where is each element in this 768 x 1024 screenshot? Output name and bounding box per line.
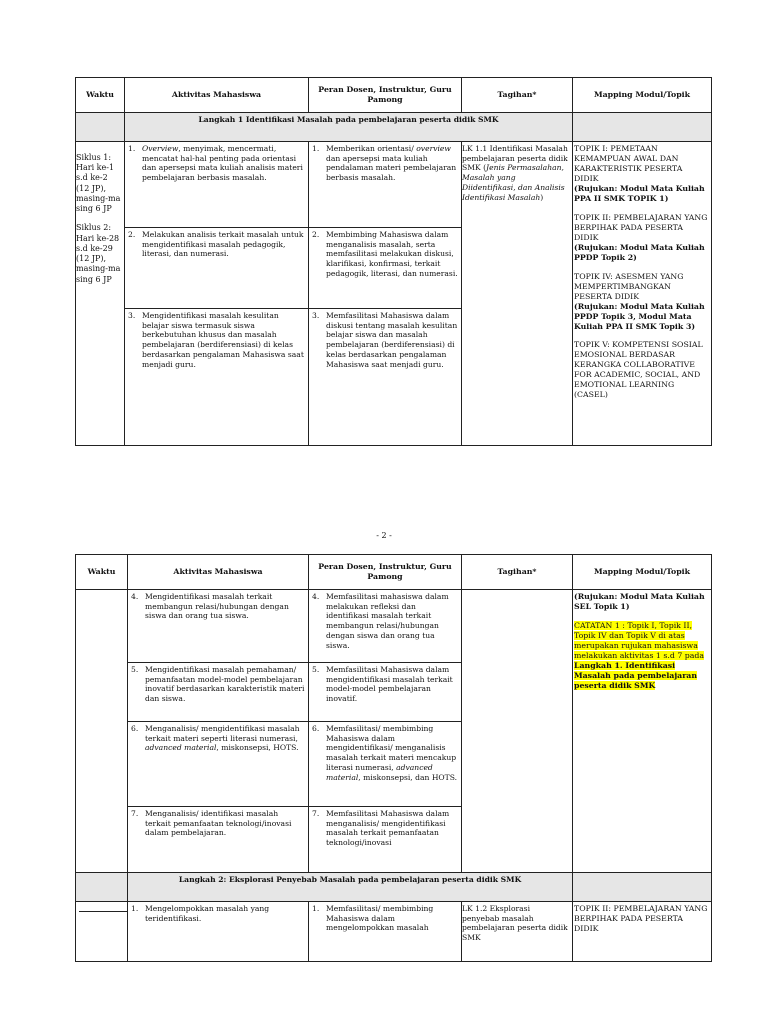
- aktivitas-text-a: Menganalisis/ mengidentifikasi masalah terkait materi seperti literasi numerasi,: [145, 724, 300, 743]
- catatan-note: [574, 621, 708, 691]
- topik-4: [574, 272, 708, 332]
- aktivitas-emphasis: advanced material: [145, 743, 217, 753]
- tagihan-cell: [462, 142, 573, 446]
- aktivitas-text: Mengelompokkan masalah yang teridentifikasi.: [145, 904, 270, 923]
- catatan-text: CATATAN 1 : Topik I, Topik II, Topik IV dan Topik V di atas merupakan rujukan mahasiswa melakukan aktivitas 1 s.d 7 pada: [574, 620, 705, 660]
- peran-text: Memfasilitasi mahasiswa dalam melakukan refleksi dan identifikasi masalah terkait membangun relasi/hubungan dengan siswa dan orang tua siswa.: [326, 592, 449, 650]
- header-tagihan: Tagihan*: [462, 555, 573, 590]
- table-row: [76, 590, 712, 663]
- item-number: 1.: [131, 904, 139, 913]
- topik-5: [574, 340, 708, 400]
- item-number: 3.: [128, 311, 136, 320]
- mapping-cell: TOPIK II: PEMBELAJARAN YANG BERPIHAK PADA PESERTA DIDIK: [573, 902, 712, 962]
- siklus-2-line: Hari ke-28: [76, 233, 120, 243]
- aktivitas-text: Mengidentifikasi masalah kesulitan belajar siswa termasuk siswa berkebutuhan khusus dan masalah pembelajaran (berdiferensiasi) di kelas berdasarkan pengalaman Mahasiswa saat menjadi guru.: [142, 311, 304, 369]
- aktivitas-cell: [128, 807, 309, 873]
- peran-text-b: , miskonsepsi, dan HOTS.: [358, 772, 458, 782]
- peran-text: Memfasilitasi Mahasiswa dalam mengidentifikasi masalah terkait model-model pembelajaran inovatif.: [326, 665, 453, 704]
- curriculum-table-2: [75, 554, 712, 962]
- header-tagihan: Tagihan*: [462, 78, 573, 113]
- item-number: 6.: [131, 724, 139, 733]
- siklus-2-line: sing 6 JP: [76, 274, 112, 284]
- item-number: 4.: [312, 592, 320, 601]
- item-number: 2.: [312, 230, 320, 239]
- item-number: 1.: [128, 144, 136, 153]
- topik-rujukan: (Rujukan: Modul Mata Kuliah PPDP Topik 3, Modul Mata Kuliah PPA II SMK Topik 3): [574, 301, 705, 331]
- aktivitas-cell: [128, 722, 309, 807]
- table-header-row: [76, 555, 712, 590]
- siklus-2-line: (12 JP),: [76, 254, 107, 264]
- peran-text-a: Memberikan orientasi/: [326, 144, 417, 153]
- peran-cell: [309, 807, 462, 873]
- table-row: [76, 902, 712, 962]
- peran-text: Memfasilitasi Mahasiswa dalam menganalisis/ mengidentifikasi masalah terkait pemanfaatan teknologi/inovasi: [326, 809, 450, 848]
- aktivitas-cell: [125, 142, 309, 228]
- peran-text: [326, 144, 458, 183]
- siklus-1-line: s.d ke-2: [76, 173, 108, 183]
- aktivitas-text: Mengidentifikasi masalah terkait membangun relasi/hubungan dengan siswa dan orang tua siswa.: [145, 592, 289, 621]
- peran-text-b: dan apersepsi mata kuliah pendalaman materi pembelajaran berbasis masalah.: [326, 153, 457, 183]
- header-peran: [309, 555, 462, 590]
- peran-text: Memfasilitasi/ membimbing Mahasiswa dalam mengelompokkan masalah: [326, 904, 434, 933]
- header-mapping: Mapping Modul/Topik: [573, 555, 712, 590]
- siklus-1-line: masing-ma: [76, 193, 121, 203]
- item-number: 6.: [312, 724, 320, 733]
- peran-cell: [309, 590, 462, 663]
- aktivitas-cell: [128, 590, 309, 663]
- aktivitas-text: Mengidentifikasi masalah pemahaman/ pemanfaatan model-model pembelajaran inovatif berdasarkan karakteristik materi dan siswa.: [145, 665, 305, 704]
- header-aktivitas: Aktivitas Mahasiswa: [128, 555, 309, 590]
- aktivitas-text: Melakukan analisis terkait masalah untuk mengidentifikasi masalah pedagogik, literasi, dan numerasi.: [142, 230, 304, 259]
- aktivitas-cell: [128, 663, 309, 722]
- aktivitas-text-b: , miskonsepsi, HOTS.: [216, 743, 299, 753]
- peran-emphasis: advanced material: [326, 762, 433, 782]
- topik-title: TOPIK IV: ASESMEN YANG MEMPERTIMBANGKAN PESERTA DIDIK: [574, 271, 684, 301]
- header-peran-line2: Pamong: [367, 572, 403, 581]
- mapping-cell: [573, 590, 712, 873]
- topik-title: TOPIK II: PEMBELAJARAN YANG BERPIHAK PADA PESERTA DIDIK: [574, 212, 708, 242]
- langkah-2-title: Langkah 2: Eksplorasi Penyebab Masalah pada pembelajaran peserta didik SMK: [128, 873, 573, 902]
- waktu-cell: [76, 902, 128, 962]
- peran-cell: [309, 228, 462, 309]
- header-aktivitas: Aktivitas Mahasiswa: [125, 78, 309, 113]
- mapping-cell: [573, 142, 712, 446]
- blank-line: [79, 911, 127, 912]
- tagihan-emphasis: Jenis Permasalahan, Masalah yang Diidentifikasi, dan Analisis Identifikasi Masalah: [462, 163, 565, 202]
- header-waktu: Waktu: [76, 78, 125, 113]
- topik-rujukan: (Rujukan: Modul Mata Kuliah PPDP Topik 2): [574, 242, 705, 262]
- siklus-1-line: Siklus 1:: [76, 153, 112, 162]
- siklus-2-line: Siklus 2:: [76, 223, 112, 233]
- header-waktu: Waktu: [76, 555, 128, 590]
- aktivitas-text-rest: , menyimak, mencermati, mencatat hal-hal penting pada orientasi dan apersepsi mata kuliah analisis materi pembelajaran berbasis masalah.: [142, 144, 303, 183]
- peran-emphasis: overview: [416, 144, 451, 153]
- aktivitas-text: [142, 144, 305, 183]
- peran-text: Memfasilitasi Mahasiswa dalam diskusi tentang masalah kesulitan belajar siswa dan masalah pembelajaran (berdiferensiasi) di kelas berdasarkan pengalaman Mahasiswa saat menjadi guru.: [326, 311, 458, 369]
- header-peran: [309, 78, 462, 113]
- item-number: 5.: [312, 665, 320, 674]
- aktivitas-emphasis: Overview: [142, 144, 179, 153]
- aktivitas-text: Menganalisis/ identifikasi masalah terkait pemanfaatan teknologi/inovasi dalam pembelajaran.: [145, 809, 292, 838]
- tagihan-text-a: LK 1.1 Identifikasi Masalah pembelajaran peserta didik SMK (: [462, 144, 568, 173]
- siklus-1-line: sing 6 JP: [76, 204, 112, 214]
- topik-rujukan: (Rujukan: Modul Mata Kuliah PPA II SMK TOPIK 1): [574, 183, 705, 203]
- header-peran-line2: Pamong: [367, 95, 403, 104]
- curriculum-table-1: [75, 77, 712, 446]
- topik-1: [574, 144, 708, 204]
- header-peran-line1: Peran Dosen, Instruktur, Guru: [318, 85, 452, 95]
- peran-cell: [309, 663, 462, 722]
- peran-cell: [309, 722, 462, 807]
- langkah-row: [76, 873, 712, 902]
- siklus-1-line: Hari ke-1: [76, 163, 115, 173]
- catatan-bold: Langkah 1. Identifikasi Masalah pada pembelajaran peserta didik SMK: [574, 660, 698, 690]
- siklus-2: [76, 223, 121, 284]
- item-number: 5.: [131, 665, 139, 674]
- langkah-row: [76, 113, 712, 142]
- header-mapping: Mapping Modul/Topik: [573, 78, 712, 113]
- tagihan-cell: LK 1.2 Eksplorasi penyebab masalah pembelajaran peserta didik SMK: [462, 902, 573, 962]
- table-row: [76, 142, 712, 228]
- peran-cell: [309, 902, 462, 962]
- topik-rujukan: (Rujukan: Modul Mata Kuliah SEL Topik 1): [574, 592, 705, 611]
- siklus-2-line: s.d ke-29: [76, 243, 113, 253]
- topik-title: TOPIK I: PEMETAAN KEMAMPUAN AWAL DAN KARAKTERISTIK PESERTA DIDIK: [574, 144, 683, 183]
- aktivitas-cell: [128, 902, 309, 962]
- aktivitas-cell: [125, 228, 309, 309]
- topik-2: [574, 213, 708, 263]
- waktu-cell: [76, 142, 125, 446]
- siklus-2-line: masing-ma: [76, 264, 121, 274]
- waktu-cell: [76, 590, 128, 873]
- item-number: 4.: [131, 592, 139, 601]
- peran-text: Membimbing Mahasiswa dalam menganalisis masalah, serta memfasilitasi melakukan diskusi, klarifikasi, konfirmasi, terkait pedagogik, literasi, dan numerasi.: [326, 230, 458, 278]
- item-number: 2.: [128, 230, 136, 239]
- aktivitas-cell: [125, 309, 309, 446]
- langkah-1-title: Langkah 1 Identifikasi Masalah pada pembelajaran peserta didik SMK: [125, 113, 573, 142]
- peran-text: [326, 724, 458, 782]
- siklus-1: [76, 153, 121, 214]
- siklus-1-line: (12 JP),: [76, 183, 107, 193]
- tagihan-cell: [462, 590, 573, 873]
- aktivitas-text: [145, 724, 305, 753]
- item-number: 3.: [312, 311, 320, 320]
- peran-cell: [309, 309, 462, 446]
- item-number: 7.: [312, 809, 320, 818]
- item-number: 7.: [131, 809, 139, 818]
- item-number: 1.: [312, 144, 320, 153]
- peran-text-a: Memfasilitasi/ membimbing Mahasiswa dalam mengidentifikasi/ menganalisis masalah terkait materi mencakup literasi numerasi,: [326, 724, 457, 772]
- peran-cell: [309, 142, 462, 228]
- topik-title: TOPIK V: KOMPETENSI SOSIAL EMOSIONAL BERDASAR KERANGKA COLLABORATIVE FOR ACADEMIC, SOCIAL, AND EMOTIONAL LEARNING (CASEL): [574, 340, 703, 400]
- page-number: - 2 -: [376, 531, 392, 540]
- header-peran-line1: Peran Dosen, Instruktur, Guru: [318, 562, 452, 572]
- table-header-row: [76, 78, 712, 113]
- tagihan-text-b: ): [540, 192, 544, 202]
- item-number: 1.: [312, 904, 320, 913]
